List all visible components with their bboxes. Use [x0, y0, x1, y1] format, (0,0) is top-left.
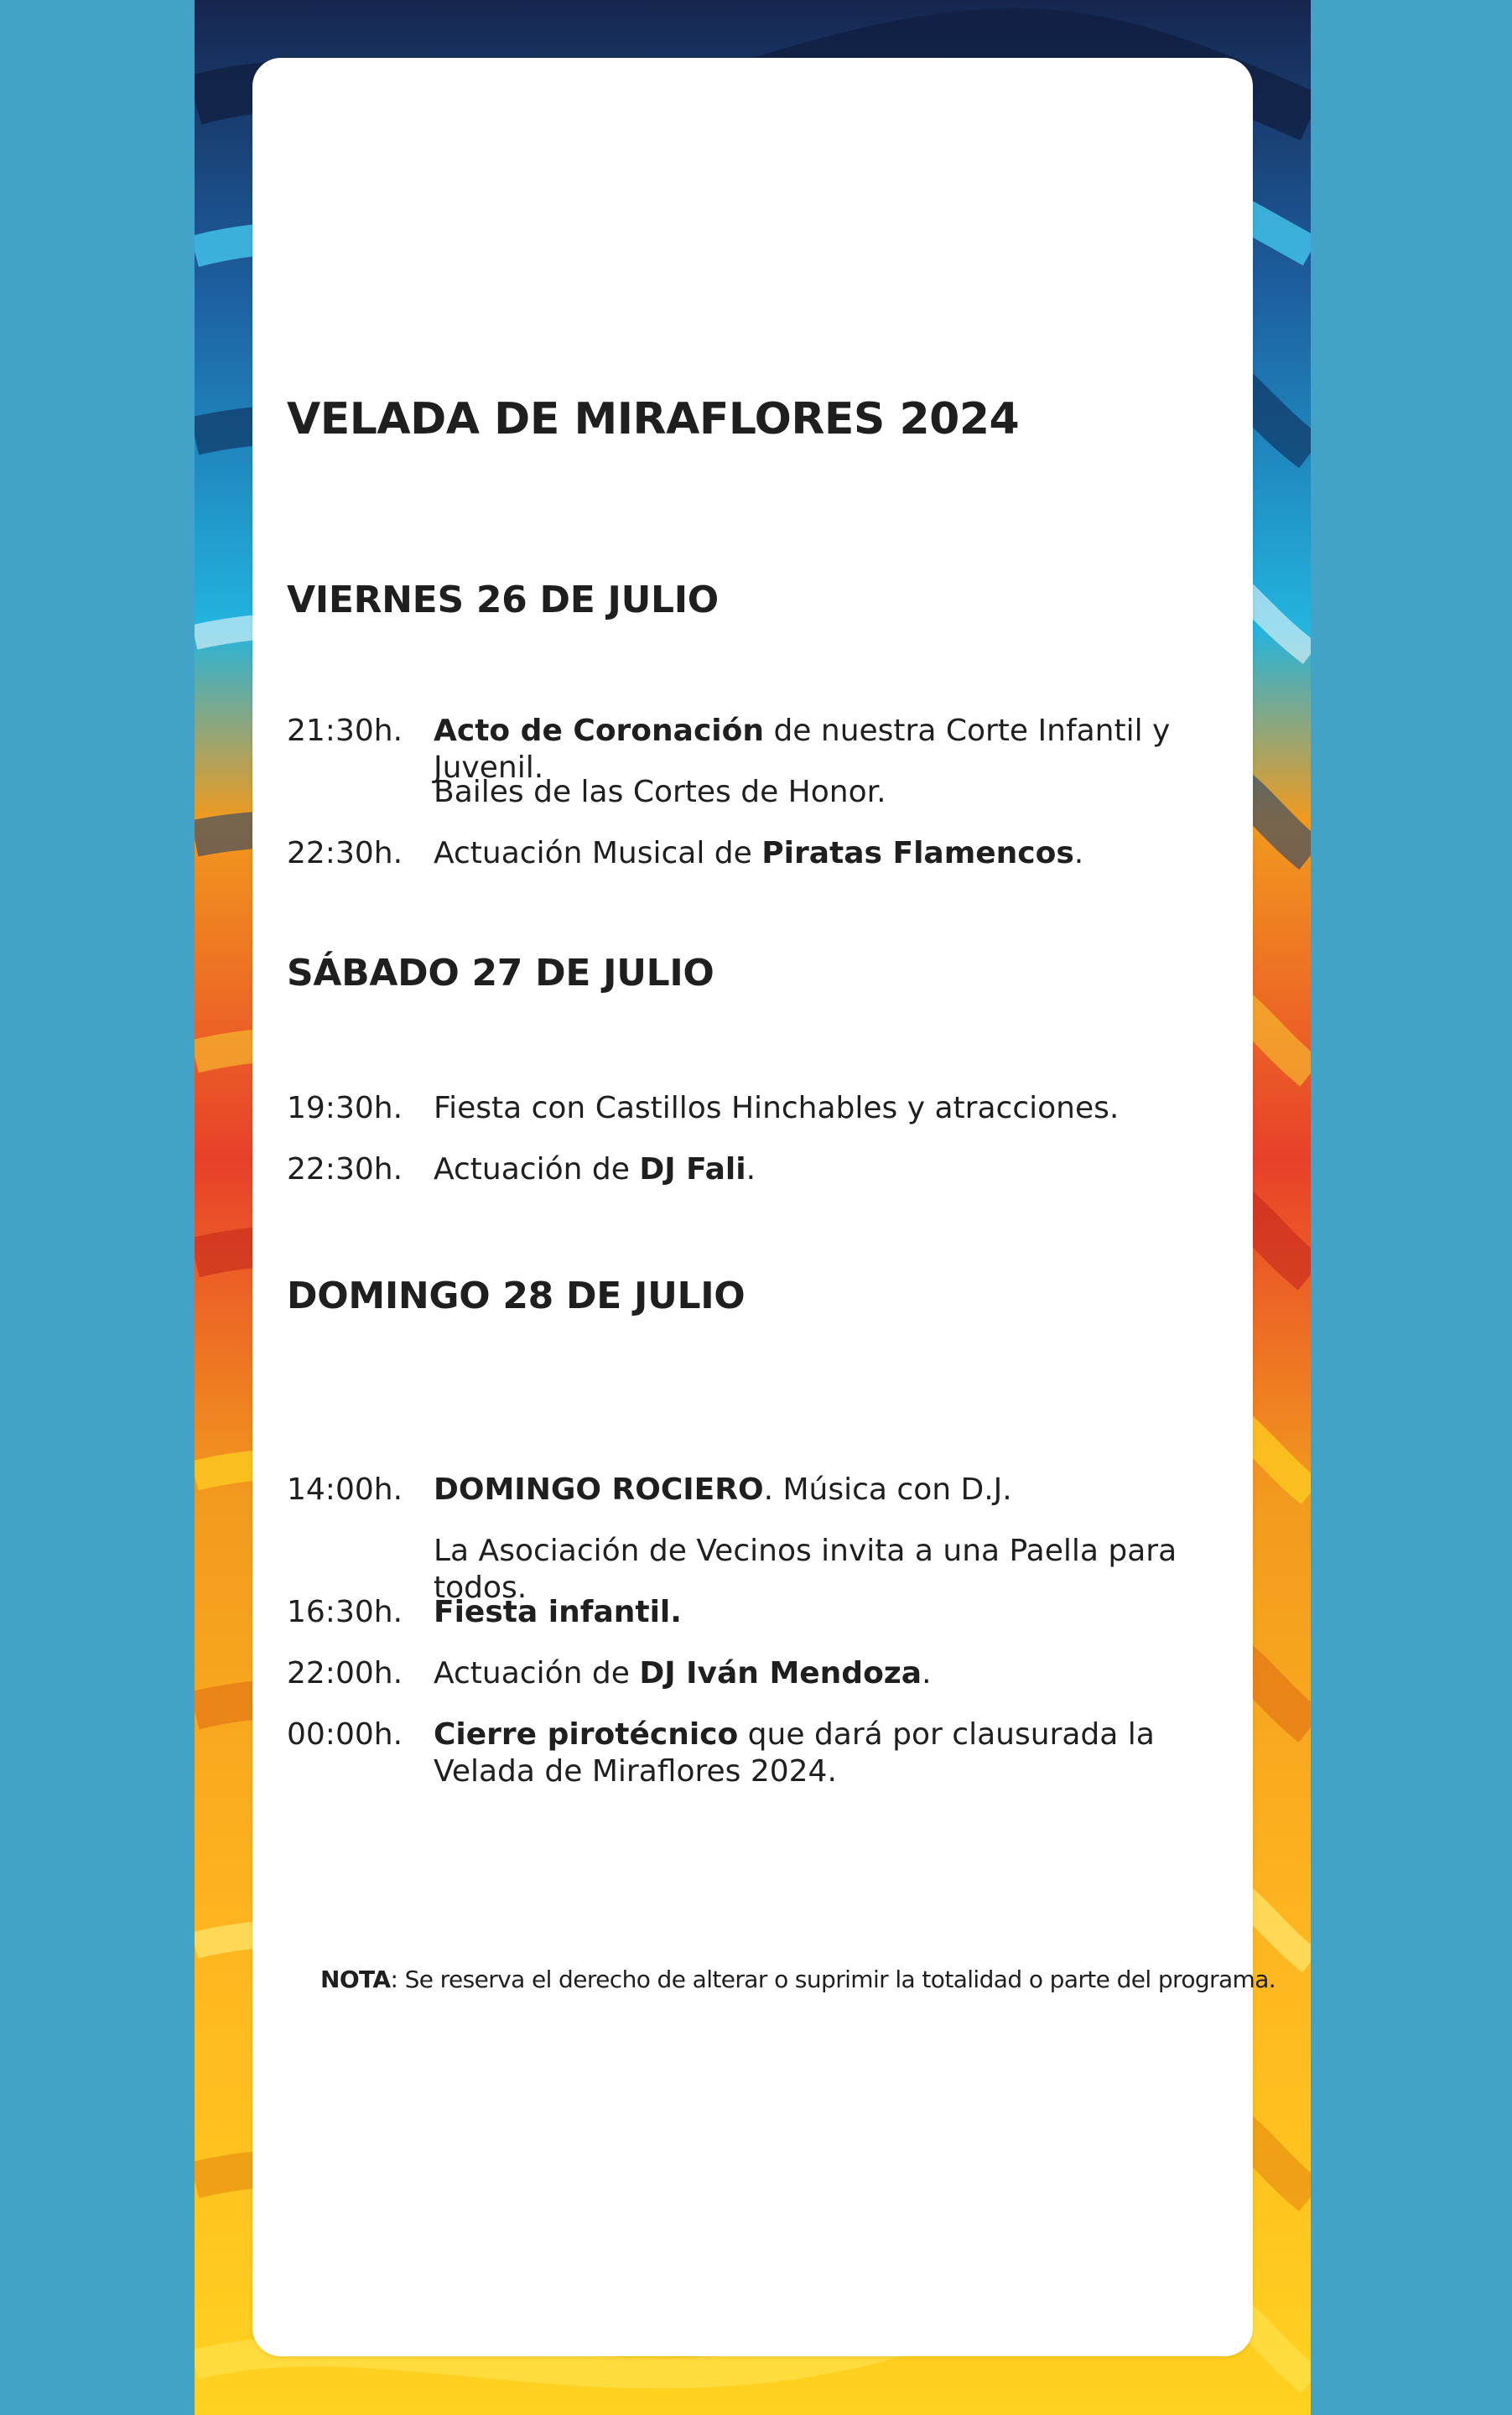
note-text: : Se reserva el derecho de alterar o suprimir la totalidad o parte del programa.	[390, 1966, 1276, 1993]
page-title: VELADA DE MIRAFLORES 2024	[287, 394, 1020, 444]
event-description: Cierre pirotécnico que dará por clausurada la Velada de Miraflores 2024.	[434, 1717, 1155, 1789]
program-note	[320, 1966, 1276, 1993]
event-time: 22:00h.	[287, 1656, 403, 1690]
note-label: NOTA	[320, 1966, 391, 1993]
day-heading-domingo: DOMINGO 28 DE JULIO	[287, 1275, 746, 1317]
event-description: Actuación de DJ Fali.	[434, 1152, 756, 1187]
event-description: DOMINGO ROCIERO. Música con D.J.	[434, 1472, 1012, 1507]
event-time: 00:00h.	[287, 1717, 403, 1752]
event-description: Fiesta infantil.	[434, 1595, 682, 1629]
event-description: Bailes de las Cortes de Honor.	[434, 775, 886, 809]
event-description: Actuación Musical de Piratas Flamencos.	[434, 836, 1084, 870]
event-time: 19:30h.	[287, 1091, 403, 1125]
event-description: La Asociación de Vecinos invita a una Paella para todos.	[434, 1534, 1177, 1605]
event-time: 21:30h.	[287, 714, 403, 748]
event-time: 22:30h.	[287, 836, 403, 870]
day-heading-sabado: SÁBADO 27 DE JULIO	[287, 952, 714, 995]
event-time: 16:30h.	[287, 1595, 403, 1629]
event-time: 14:00h.	[287, 1472, 403, 1507]
event-time: 22:30h.	[287, 1152, 403, 1187]
day-heading-viernes: VIERNES 26 DE JULIO	[287, 579, 719, 621]
event-description: Actuación de DJ Iván Mendoza.	[434, 1656, 932, 1690]
event-description: Acto de Coronación de nuestra Corte Infantil y Juvenil.	[434, 714, 1171, 785]
event-description: Fiesta con Castillos Hinchables y atracciones.	[434, 1091, 1120, 1125]
